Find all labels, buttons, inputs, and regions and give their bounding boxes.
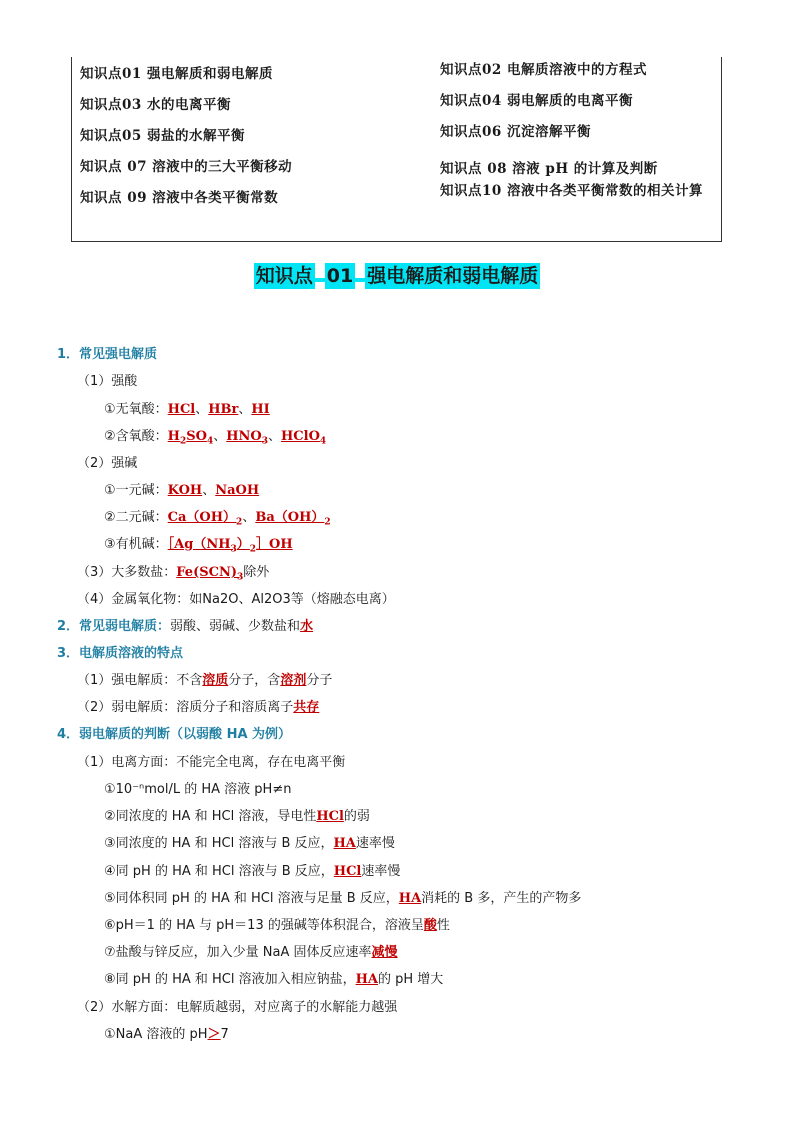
answer: HI — [251, 402, 270, 417]
answer: HCl — [333, 864, 362, 879]
text: ⑧同 pH 的 HA 和 HCl 溶液加入相应钠盐， — [104, 972, 356, 987]
prefix: ③有机碱： — [104, 537, 168, 552]
text: ①NaA 溶液的 pH — [104, 1027, 208, 1042]
s3-line-2 — [77, 696, 319, 715]
answer: HBr — [208, 402, 239, 417]
s4-item-3 — [104, 832, 395, 851]
answer: 水 — [300, 619, 314, 634]
answer: 共存 — [293, 700, 320, 715]
text: 的弱 — [343, 809, 370, 824]
answer-hclo4: HClO$_4$ — [281, 429, 327, 447]
prefix: ②含氧酸： — [104, 429, 168, 444]
toc-item-10[interactable]: 知识点10 溶液中各类平衡常数的相关计算 — [440, 183, 703, 199]
text: ⑤同体积同 pH 的 HA 和 HCl 溶液与足量 B 反应， — [104, 891, 399, 906]
s1-acid-label: （1）强酸 — [77, 374, 138, 389]
s1-base-label: （2）强碱 — [77, 456, 138, 471]
s1-oxide: （4）金属氧化物：如Na2O、Al2O3等（熔融态电离） — [77, 592, 395, 607]
toc-item-01[interactable]: 知识点01 强电解质和弱电解质 — [80, 66, 273, 82]
answer: HA — [333, 836, 356, 851]
answer: $Fe(SCN)_3$ — [176, 565, 244, 583]
s4-item-7 — [104, 941, 398, 960]
toc-item-06[interactable]: 知识点06 沉淀溶解平衡 — [440, 124, 591, 140]
heading-part-1: 知识点 — [255, 265, 313, 287]
toc-item-03[interactable]: 知识点03 水的电离平衡 — [80, 97, 231, 113]
answer-h2so4: $H_2SO_4$ — [167, 429, 214, 447]
toc-item-09[interactable]: 知识点 09 溶液中各类平衡常数 — [80, 190, 279, 206]
prefix: ①一元碱： — [104, 483, 168, 498]
toc-item-08[interactable]: 知识点 08 溶液 pH 的计算及判断 — [440, 161, 658, 177]
answer: $Ca(OH)_2$ — [167, 510, 243, 528]
prefix: ②二元碱： — [104, 510, 168, 525]
s1-salt — [77, 561, 269, 583]
s1-title: 1．常见强电解质 — [57, 347, 158, 362]
s4-item-6 — [104, 914, 450, 933]
s4-item-8 — [104, 968, 443, 987]
text: 速率慢 — [361, 864, 401, 879]
text: 分子，含 — [228, 673, 281, 688]
toc-box — [71, 57, 722, 242]
toc-item-07[interactable]: 知识点 07 溶液中的三大平衡移动 — [80, 159, 293, 175]
answer: 减慢 — [371, 945, 398, 960]
text: ③同浓度的 HA 和 HCl 溶液与 B 反应， — [104, 836, 334, 851]
text: （2）弱电解质：溶质分子和溶质离子 — [77, 700, 294, 715]
answer: HA — [398, 891, 422, 906]
s3-line-1 — [77, 669, 332, 688]
toc-item-02[interactable]: 知识点02 电解质溶液中的方程式 — [440, 62, 647, 78]
s4-item-5 — [104, 887, 581, 906]
answer: KOH — [167, 483, 203, 498]
answer: $Ba(OH)_2$ — [255, 510, 331, 528]
s2-title: 2．常见弱电解质： — [57, 619, 171, 634]
s4-title: 4．弱电解质的判断（以弱酸 HA 为例） — [57, 727, 292, 742]
answer-hno3: $HNO_3$ — [226, 429, 268, 447]
text: 分子 — [306, 673, 333, 688]
s4-ion-label: （1）电离方面：不能完全电离，存在电离平衡 — [77, 755, 346, 770]
s4-item-1: ①10⁻ⁿmol/L 的 HA 溶液 pH≠n — [104, 782, 292, 797]
text: 7 — [220, 1027, 229, 1042]
toc-item-05[interactable]: 知识点05 弱盐的水解平衡 — [80, 128, 245, 144]
answer: ＞ — [207, 1027, 221, 1042]
answer: $[Ag(NH_3)_2]OH$ — [167, 537, 293, 555]
s4-item-2 — [104, 805, 370, 824]
heading-part-2: 01 — [326, 265, 354, 287]
s1-base-1: ①一元碱：KOH、NaOH — [104, 483, 260, 498]
text: 消耗的 B 多，产生的产物多 — [421, 891, 582, 906]
answer: HCl — [316, 809, 344, 824]
s1-base-2: ②二元碱：$Ca(OH)_2$、$Ba(OH)_2$ — [104, 510, 331, 528]
suffix: 除外 — [243, 565, 270, 580]
s3-title: 3．电解质溶液的特点 — [57, 646, 184, 661]
text: ④同 pH 的 HA 和 HCl 溶液与 B 反应， — [104, 864, 334, 879]
answer: 溶质 — [202, 673, 229, 688]
heading-part-3: 强电解质和弱电解质 — [367, 265, 539, 287]
answer: HA — [355, 972, 378, 987]
answer: 溶剂 — [280, 673, 307, 688]
answer: 酸 — [423, 918, 437, 933]
text: ⑥pH＝1 的 HA 与 pH＝13 的强碱等体积混合，溶液呈 — [104, 918, 424, 933]
s4-hyd-label: （2）水解方面：电解质越弱，对应离子的水解能力越强 — [77, 1000, 398, 1015]
text: （1）强电解质：不含 — [77, 673, 203, 688]
s2-text: 弱酸、弱碱、少数盐和 — [170, 619, 301, 634]
s1-acid-ox: ②含氧酸：$H_2SO_4$、$HNO_3$、HClO$_4$ — [104, 429, 327, 447]
prefix: （3）大多数盐： — [77, 565, 177, 580]
text: 的 pH 增大 — [377, 972, 444, 987]
s4-hyd-item-1 — [104, 1023, 229, 1042]
text: ⑦盐酸与锌反应，加入少量 NaA 固体反应速率 — [104, 945, 372, 960]
s4-item-4 — [104, 860, 400, 879]
answer: NaOH — [215, 483, 260, 498]
answer: HCl — [167, 402, 196, 417]
prefix: ①无氧酸： — [104, 402, 168, 417]
text: ②同浓度的 HA 和 HCl 溶液，导电性 — [104, 809, 317, 824]
section-heading — [0, 261, 794, 288]
s1-base-3 — [104, 533, 293, 555]
toc-item-04[interactable]: 知识点04 弱电解质的电离平衡 — [440, 93, 633, 109]
text: 性 — [436, 918, 450, 933]
s2-line — [57, 615, 313, 634]
s1-acid-o: ①无氧酸：HCl、HBr、HI — [104, 402, 270, 417]
text: 速率慢 — [355, 836, 395, 851]
